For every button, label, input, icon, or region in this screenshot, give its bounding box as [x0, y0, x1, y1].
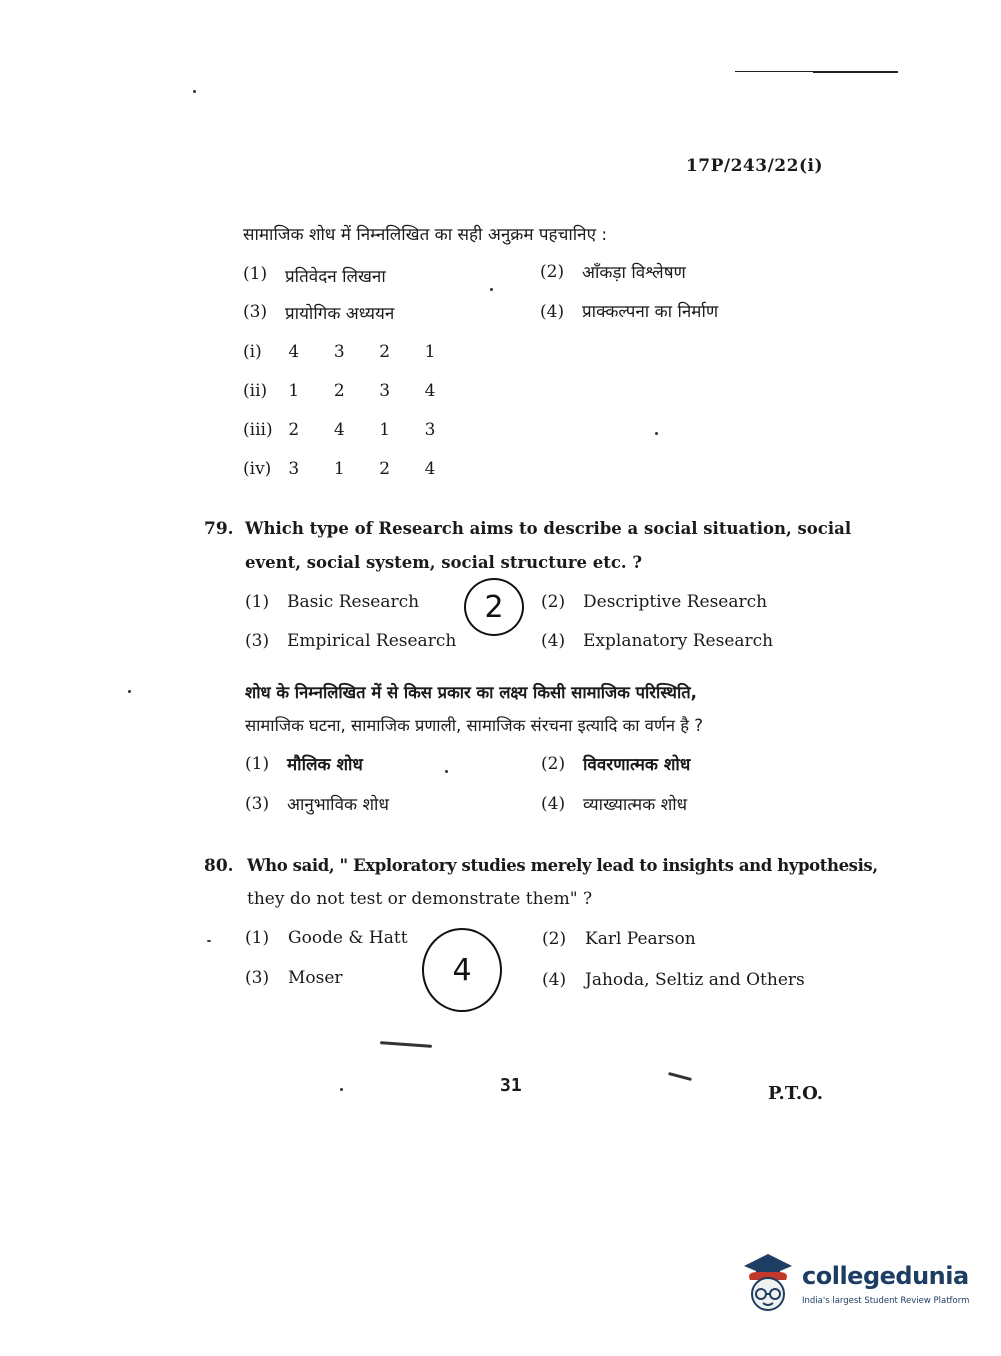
scan-speck — [207, 940, 211, 942]
scan-speck — [193, 90, 196, 93]
q78-seq-iv — [243, 459, 465, 479]
seq-value: 4 — [333, 420, 345, 440]
scan-speck — [490, 288, 493, 291]
q79-opt3-num: (3) — [245, 631, 270, 651]
seq-label: (i) — [243, 342, 262, 362]
q80-line2: they do not test or demonstrate them" ? — [247, 889, 593, 909]
page-number: 31 — [500, 1075, 522, 1096]
q79-line2: event, social system, social structure etc. ? — [245, 553, 643, 572]
q79-opt3-text: Empirical Research — [287, 631, 457, 651]
scan-speck — [668, 1072, 692, 1081]
q80-opt1-text: Goode & Hatt — [288, 928, 408, 948]
seq-value: 3 — [379, 381, 391, 401]
q78-opt1-num: (1) — [243, 264, 268, 284]
scan-speck — [340, 1088, 343, 1091]
q79-hopt2-text: विवरणात्मक शोध — [583, 755, 691, 775]
q79-opt4-num: (4) — [541, 631, 566, 651]
top-rule-thick — [813, 71, 898, 73]
q79-hindi-line2: सामाजिक घटना, सामाजिक प्रणाली, सामाजिक संरचना इत्यादि का वर्णन है ? — [245, 716, 704, 735]
q79-line1: Which type of Research aims to describe a social situation, social — [245, 519, 852, 538]
q79-hopt3-num: (3) — [245, 794, 270, 814]
scan-speck — [655, 432, 658, 435]
q78-opt3-text: प्रायोगिक अध्ययन — [285, 304, 395, 324]
scan-speck — [445, 770, 448, 773]
q79-hopt4-text: व्याख्यात्मक शोध — [583, 795, 688, 815]
seq-value: 1 — [288, 381, 300, 401]
top-rule — [735, 71, 813, 72]
seq-value: 2 — [379, 459, 391, 479]
q79-hopt4-num: (4) — [541, 794, 566, 814]
brand-name: collegedunia — [802, 1262, 969, 1290]
paper-code: 17P/243/22(i) — [685, 156, 823, 176]
q78-opt3-num: (3) — [243, 302, 268, 322]
q78-seq-i — [243, 342, 465, 362]
q78-opt4-text: प्राक्कल्पना का निर्माण — [582, 302, 719, 322]
q79-number: 79. — [204, 519, 234, 539]
collegedunia-logo — [738, 1250, 968, 1320]
q80-opt2-num: (2) — [542, 929, 567, 949]
scan-speck — [380, 1041, 432, 1048]
q79-hopt3-text: आनुभाविक शोध — [287, 795, 389, 815]
q79-hopt1-num: (1) — [245, 754, 270, 774]
seq-label: (iv) — [243, 459, 272, 479]
q79-opt1-num: (1) — [245, 592, 270, 612]
student-mascot-icon — [738, 1250, 798, 1316]
seq-value: 4 — [288, 342, 300, 362]
seq-label: (iii) — [243, 420, 273, 440]
seq-value: 3 — [424, 420, 436, 440]
q79-hindi-line1: शोध के निम्नलिखित में से किस प्रकार का लक्ष्य किसी सामाजिक परिस्थिति, — [245, 683, 697, 702]
q80-line1: Who said, " Exploratory studies merely lead to insights and hypothesis, — [247, 856, 878, 875]
q79-opt4-text: Explanatory Research — [583, 631, 774, 651]
q78-seq-ii — [243, 381, 465, 401]
seq-value: 4 — [424, 381, 436, 401]
seq-value: 4 — [424, 459, 436, 479]
q79-handwritten-answer: 2 — [464, 578, 524, 636]
q79-opt1-text: Basic Research — [287, 592, 420, 612]
q80-opt3-num: (3) — [245, 968, 270, 988]
q80-opt1-num: (1) — [245, 928, 270, 948]
q79-hopt1-text: मौलिक शोध — [287, 755, 363, 775]
q78-opt4-num: (4) — [540, 302, 565, 322]
q80-number: 80. — [204, 856, 234, 876]
seq-value: 2 — [333, 381, 345, 401]
q80-opt4-text: Jahoda, Seltiz and Others — [585, 970, 805, 990]
q78-hindi-question: सामाजिक शोध में निम्नलिखित का सही अनुक्रम पहचानिए : — [243, 225, 608, 245]
brand-tagline: India's largest Student Review Platform — [802, 1296, 970, 1306]
seq-value: 1 — [424, 342, 436, 362]
q78-opt2-text: आँकड़ा विश्लेषण — [582, 263, 686, 283]
q80-opt3-text: Moser — [288, 968, 343, 988]
q80-handwritten-answer: 4 — [422, 928, 502, 1012]
q79-hopt2-num: (2) — [541, 754, 566, 774]
seq-value: 3 — [288, 459, 300, 479]
pto-label: P.T.O. — [768, 1083, 824, 1104]
q78-opt1-text: प्रतिवेदन लिखना — [285, 267, 386, 287]
seq-value: 2 — [379, 342, 391, 362]
q79-opt2-num: (2) — [541, 592, 566, 612]
q78-seq-iii — [243, 420, 465, 440]
q78-opt2-num: (2) — [540, 262, 565, 282]
q80-opt4-num: (4) — [542, 970, 567, 990]
seq-value: 3 — [333, 342, 345, 362]
seq-label: (ii) — [243, 381, 268, 401]
seq-value: 1 — [379, 420, 391, 440]
seq-value: 1 — [333, 459, 345, 479]
scan-speck — [128, 690, 131, 693]
q79-opt2-text: Descriptive Research — [583, 592, 768, 612]
seq-value: 2 — [288, 420, 300, 440]
q80-opt2-text: Karl Pearson — [585, 929, 696, 949]
